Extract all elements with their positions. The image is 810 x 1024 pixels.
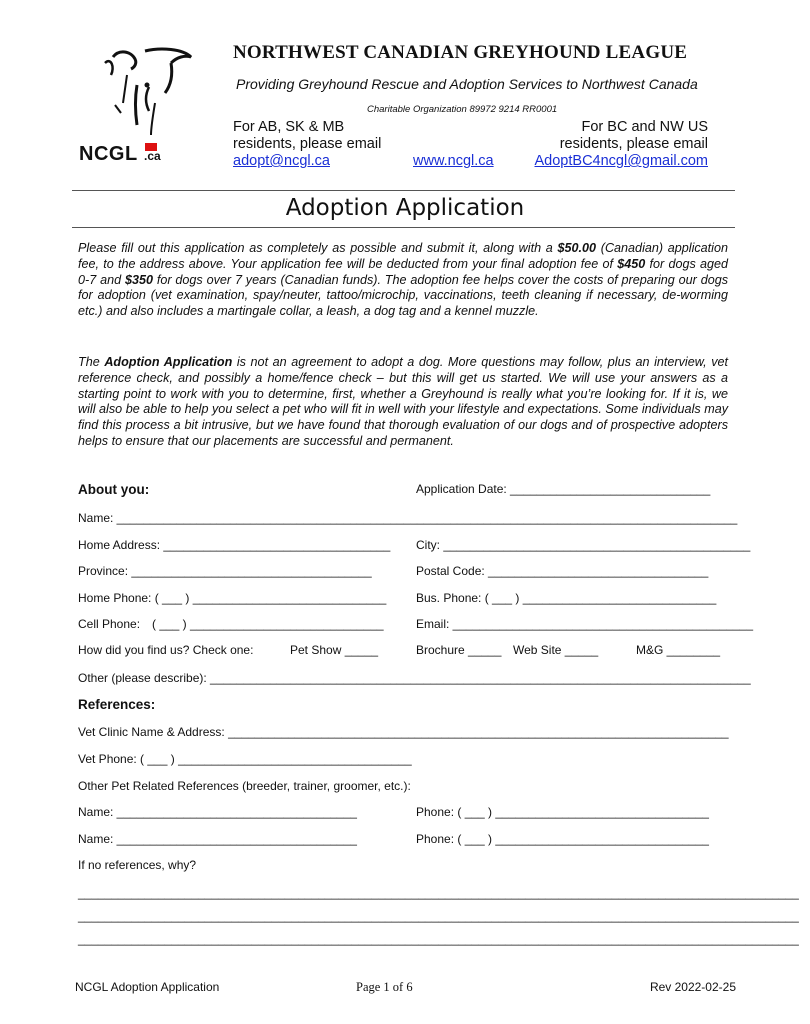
email-link-adoptbc[interactable]: AdoptBC4ncgl@gmail.com xyxy=(534,153,708,169)
intro-paragraph-fees: Please fill out this application as completely as possible and submit it, along with a $50.00 (Canadian) application fee, to the address above. Your application fee will be deducted from your final adoption fee of $450 for dogs aged 0-7 and $350 for dogs over 7 years (Canadian funds). The adoption fee helps cover the costs of preparing our dogs for adoption (vet examination, spay/neuter, tattoo/microchip, vaccinations, teeth cleaning if necessary, de-worming etc.) and also includes a martingale collar, a leash, a dog tag and a kennel muzzle. xyxy=(78,241,729,319)
no-references-line-2[interactable]: ____________________________________________________________________________________________________________ xyxy=(78,909,799,923)
footer-document-name: NCGL Adoption Application xyxy=(75,980,220,994)
intro-paragraph-process: The Adoption Application is not an agreement to adopt a dog. More questions may follow, plus an interview, vet reference check, and possibly a home/fence check – but this will get us started. We will use your answers as a starting point to work with you to determine, first, whether a Greyhound is really what you’re looking for. If it is, we will also be able to help you select a pet who will fit in well with your lifestyle and expectations. Some individuals may find this process a bit intrusive, but we have found that thorough evaluation of our dogs and of prospective adopters helps to ensure that our placements are successful and permanent. xyxy=(78,355,729,448)
vet-clinic-field[interactable]: Vet Clinic Name & Address: ___________________________________________________________________________ xyxy=(78,725,729,739)
reference-name-2-field[interactable]: Name: ____________________________________ xyxy=(78,832,357,846)
cell-phone-label: Cell Phone: xyxy=(78,617,141,631)
reference-phone-2-field[interactable]: Phone: ( ___ ) ________________________________ xyxy=(416,832,709,846)
ncgl-logo xyxy=(75,45,200,175)
province-field[interactable]: Province: ____________________________________ xyxy=(78,564,372,578)
title-rule xyxy=(72,227,735,228)
application-date-field[interactable]: Application Date: ______________________________ xyxy=(416,482,711,496)
reference-phone-1-field[interactable]: Phone: ( ___ ) ________________________________ xyxy=(416,805,709,819)
other-describe-field[interactable]: Other (please describe): _________________________________________________________________________________ xyxy=(78,671,751,685)
pet-show-option[interactable]: Pet Show _____ xyxy=(290,643,379,657)
web-site-option[interactable]: Web Site _____ xyxy=(513,643,599,657)
email-link-adopt[interactable]: adopt@ncgl.ca xyxy=(233,153,330,169)
no-references-line-1[interactable]: ____________________________________________________________________________________________________________ xyxy=(78,886,799,900)
city-field[interactable]: City: ______________________________________________ xyxy=(416,538,751,552)
no-references-line-3[interactable]: ____________________________________________________________________________________________________________ xyxy=(78,932,799,946)
mg-option[interactable]: M&G ________ xyxy=(636,643,721,657)
footer-revision: Rev 2022-02-25 xyxy=(649,980,736,994)
postal-code-field[interactable]: Postal Code: _________________________________ xyxy=(416,564,709,578)
contact-bc-nwus xyxy=(535,119,709,170)
logo-text: NCGL xyxy=(79,143,138,165)
logo-suffix: .ca xyxy=(144,149,161,163)
contact-right-line2: residents, please email xyxy=(559,136,708,152)
references-heading: References: xyxy=(78,697,156,712)
bus-phone-field[interactable]: Bus. Phone: ( ___ ) _____________________________ xyxy=(416,591,717,605)
website-link[interactable]: www.ncgl.ca xyxy=(413,153,494,169)
contact-right-line1: For BC and NW US xyxy=(581,119,708,135)
vet-phone-field[interactable]: Vet Phone: ( ___ ) ___________________________________ xyxy=(78,752,412,766)
footer-page-number: Page 1 of 6 xyxy=(356,980,413,994)
document-title: Adoption Application xyxy=(285,195,525,221)
contact-left-line1: For AB, SK & MB xyxy=(233,119,345,135)
contact-ab-sk-mb xyxy=(233,119,381,170)
reference-name-1-field[interactable]: Name: ____________________________________ xyxy=(78,805,357,819)
other-references-label: Other Pet Related References (breeder, trainer, groomer, etc.): xyxy=(78,779,411,793)
home-address-field[interactable]: Home Address: __________________________________ xyxy=(78,538,391,552)
header-rule xyxy=(72,190,735,191)
home-phone-field[interactable]: Home Phone: ( ___ ) _____________________________ xyxy=(78,591,387,605)
name-field[interactable]: Name: _____________________________________________________________________________________________ xyxy=(78,511,738,525)
org-name: NORTHWEST CANADIAN GREYHOUND LEAGUE xyxy=(233,42,688,63)
contact-left-line2: residents, please email xyxy=(233,136,382,152)
find-us-label: How did you find us? Check one: xyxy=(78,643,254,657)
cell-phone-field[interactable]: ( ___ ) _____________________________ xyxy=(152,617,384,631)
email-field[interactable]: Email: _____________________________________________ xyxy=(416,617,753,631)
charity-number: Charitable Organization 89972 9214 RR0001 xyxy=(367,104,558,115)
about-you-heading: About you: xyxy=(78,482,150,497)
no-references-label: If no references, why? xyxy=(78,858,197,872)
tagline: Providing Greyhound Rescue and Adoption Services to Northwest Canada xyxy=(236,76,698,92)
brochure-option[interactable]: Brochure _____ xyxy=(416,643,502,657)
